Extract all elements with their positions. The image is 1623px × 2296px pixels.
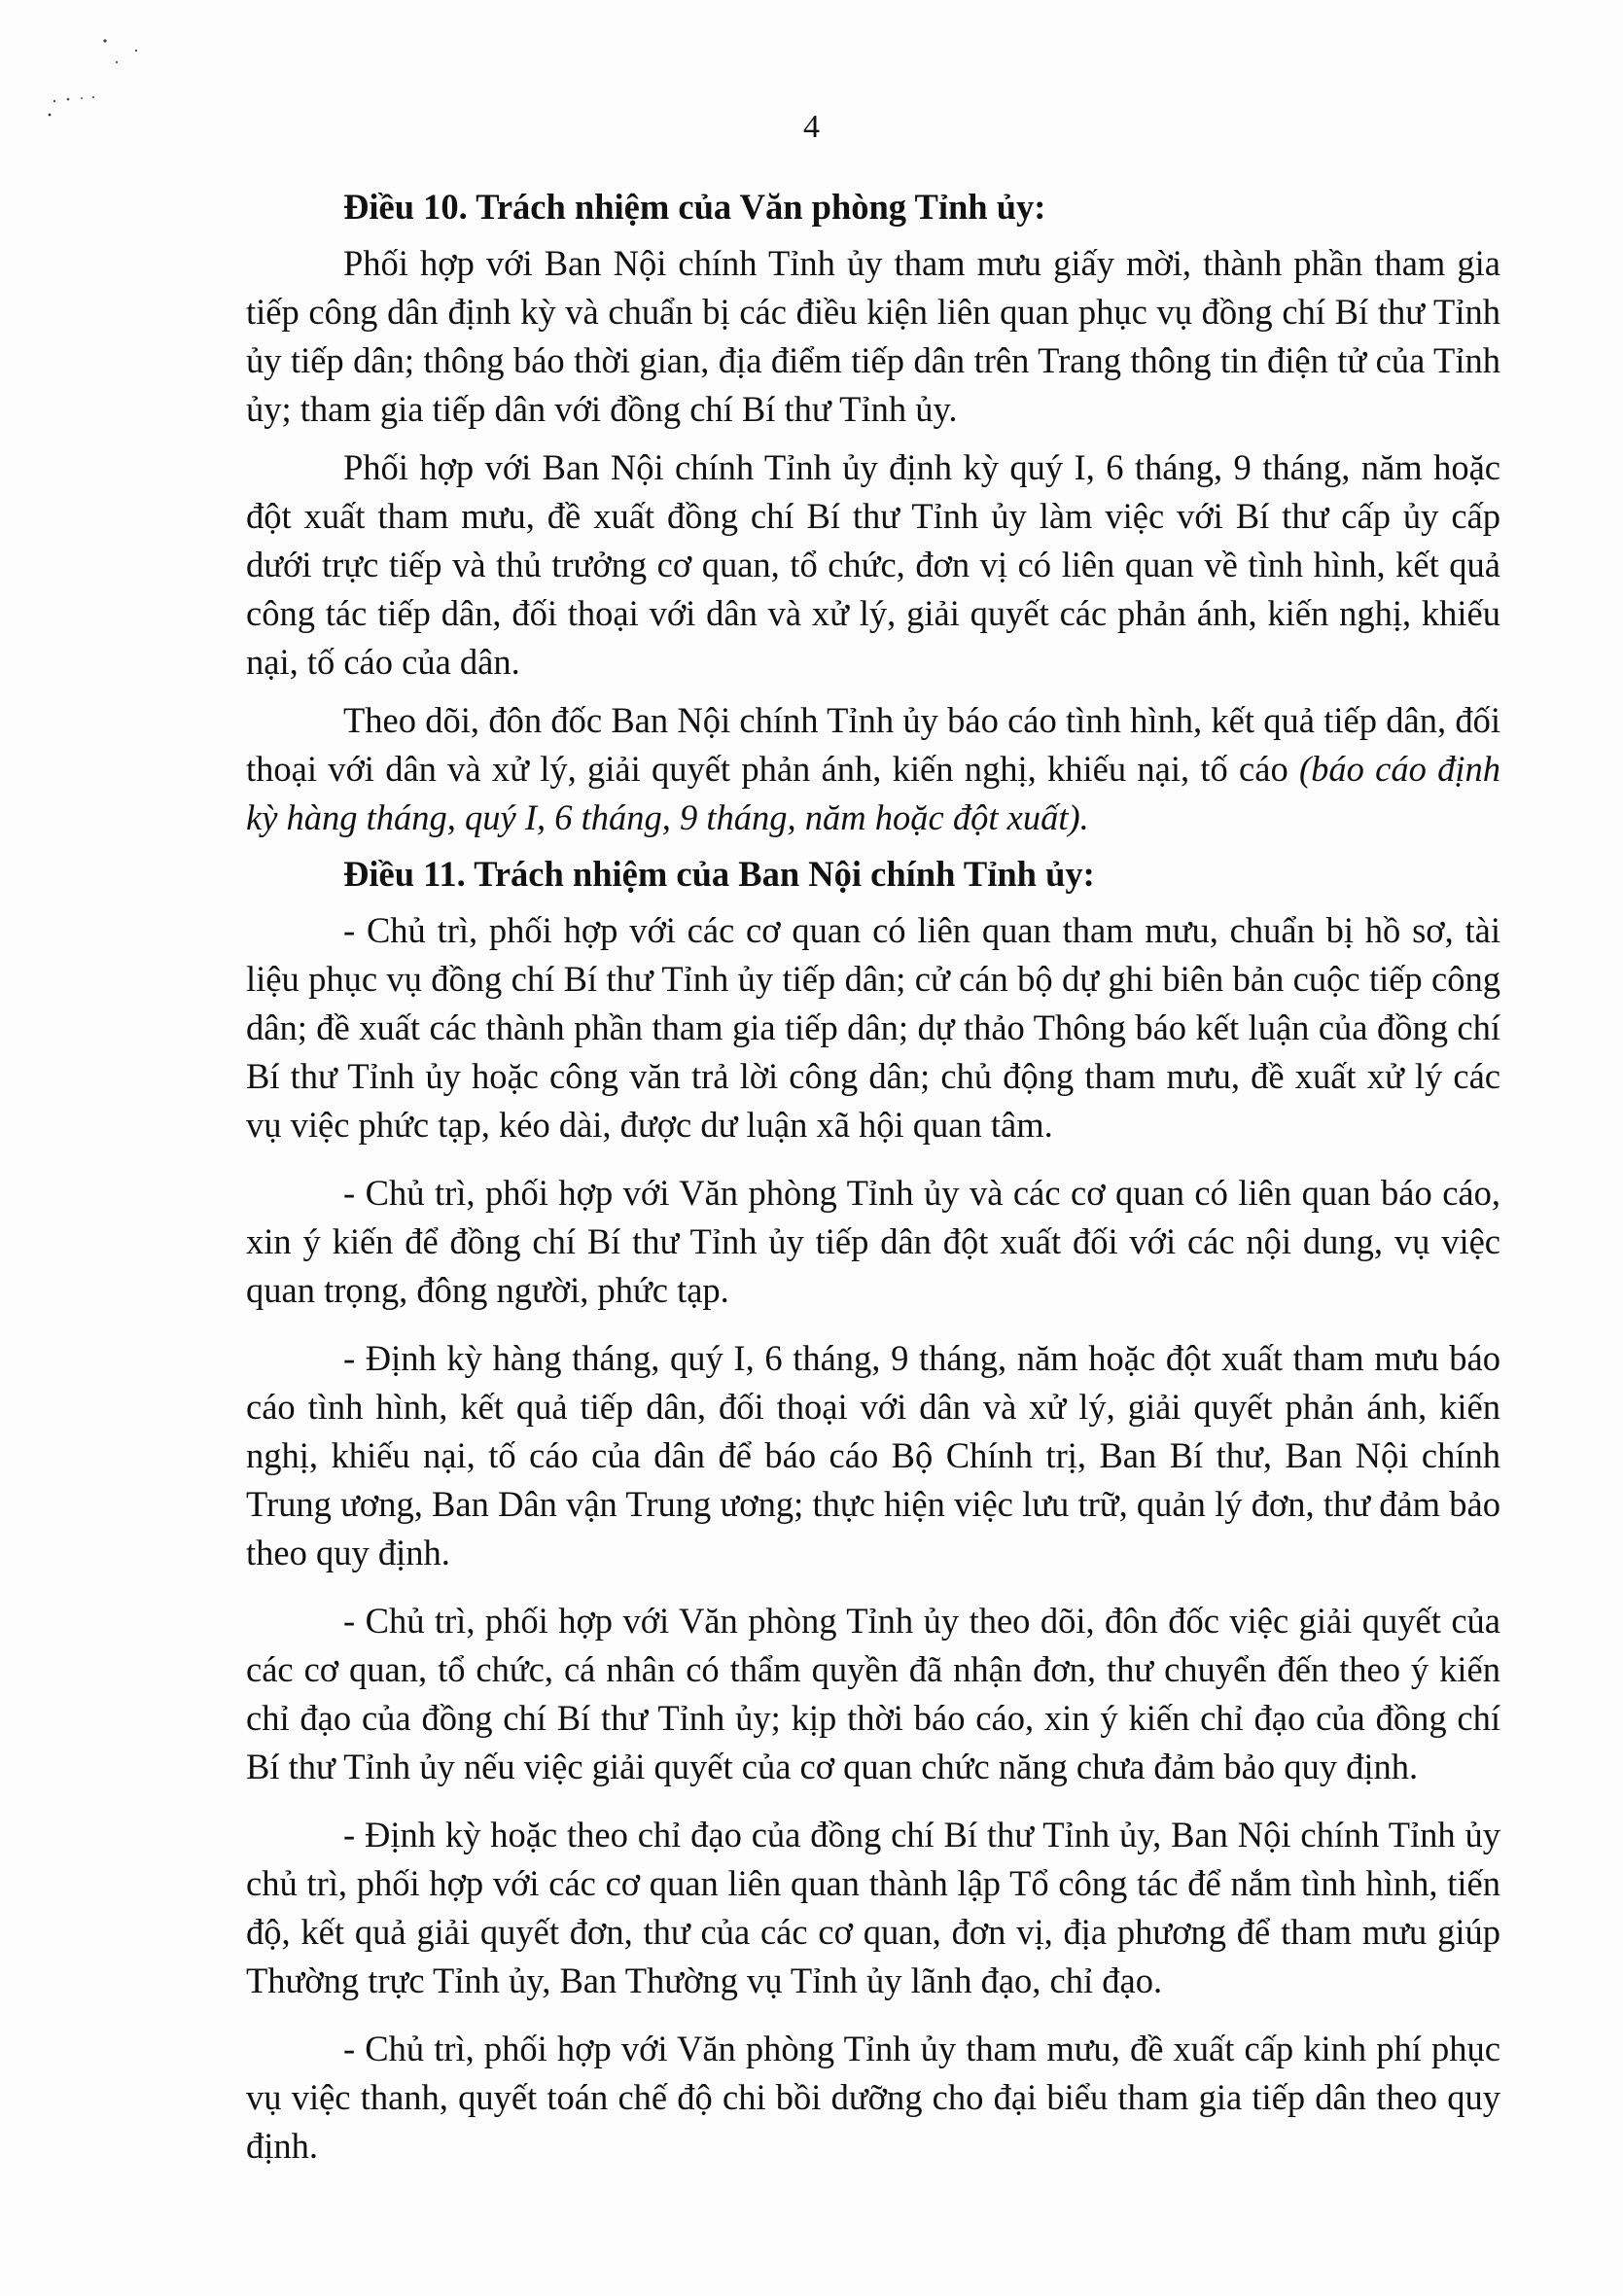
article-10-heading: Điều 10. Trách nhiệm của Văn phòng Tỉnh ủy: [343, 187, 1046, 227]
scan-artifact [47, 29, 154, 117]
paragraph-italic-note: (báo cáo định kỳ hàng tháng, quý I, 6 tháng, 9 tháng, năm hoặc đột xuất). [246, 749, 1501, 837]
article-11-heading: Điều 11. Trách nhiệm của Ban Nội chính Tỉnh ủy: [343, 854, 1095, 894]
article-11-item: - Chủ trì, phối hợp với Văn phòng Tỉnh ủy theo dõi, đôn đốc việc giải quyết của các cơ quan, tổ chức, cá nhân có thẩm quyền đã nhận đơn, thư chuyển đến theo ý kiến chỉ đạo của đồng chí Bí thư Tỉnh ủy; kịp thời báo cáo, xin ý kiến chỉ đạo của đồng chí Bí thư Tỉnh ủy nếu việc giải quyết của cơ quan chức năng chưa đảm bảo quy định. [246, 1601, 1500, 1786]
page-number: 4 [803, 109, 820, 145]
article-11-item: - Định kỳ hàng tháng, quý I, 6 tháng, 9 tháng, năm hoặc đột xuất tham mưu báo cáo tình hình, kết quả tiếp dân, đối thoại với dân và xử lý, giải quyết phản ánh, kiến nghị, khiếu nại, tố cáo của dân để báo cáo Bộ Chính trị, Ban Bí thư, Ban Nội chính Trung ương, Ban Dân vận Trung ương; thực hiện việc lưu trữ, quản lý đơn, thư đảm bảo theo quy định. [246, 1338, 1500, 1572]
article-10-paragraph [246, 696, 1500, 842]
document-body [246, 183, 1500, 2190]
article-10-paragraph: Phối hợp với Ban Nội chính Tỉnh ủy định kỳ quý I, 6 tháng, 9 tháng, năm hoặc đột xuất tham mưu, đề xuất đồng chí Bí thư Tỉnh ủy làm việc với Bí thư cấp ủy cấp dưới trực tiếp và thủ trưởng cơ quan, tổ chức, đơn vị có liên quan về tình hình, kết quả công tác tiếp dân, đối thoại với dân và xử lý, giải quyết các phản ánh, kiến nghị, khiếu nại, tố cáo của dân. [246, 447, 1500, 682]
article-11-item: - Định kỳ hoặc theo chỉ đạo của đồng chí Bí thư Tỉnh ủy, Ban Nội chính Tỉnh ủy chủ trì, phối hợp với các cơ quan liên quan thành lập Tổ công tác để nắm tình hình, tiến độ, kết quả giải quyết đơn, thư của các cơ quan, đơn vị, địa phương để tham mưu giúp Thường trực Tỉnh ủy, Ban Thường vụ Tỉnh ủy lãnh đạo, chỉ đạo. [246, 1815, 1500, 2000]
article-11-item: - Chủ trì, phối hợp với các cơ quan có liên quan tham mưu, chuẩn bị hồ sơ, tài liệu phục vụ đồng chí Bí thư Tỉnh ủy tiếp dân; cử cán bộ dự ghi biên bản cuộc tiếp công dân; đề xuất các thành phần tham gia tiếp dân; dự thảo Thông báo kết luận của đồng chí Bí thư Tỉnh ủy hoặc công văn trả lời công dân; chủ động tham mưu, đề xuất xử lý các vụ việc phức tạp, kéo dài, được dư luận xã hội quan tâm. [246, 910, 1500, 1145]
article-10-paragraph: Phối hợp với Ban Nội chính Tỉnh ủy tham mưu giấy mời, thành phần tham gia tiếp công dân định kỳ và chuẩn bị các điều kiện liên quan phục vụ đồng chí Bí thư Tỉnh ủy tiếp dân; thông báo thời gian, địa điểm tiếp dân trên Trang thông tin điện tử của Tỉnh ủy; tham gia tiếp dân với đồng chí Bí thư Tỉnh ủy. [246, 243, 1500, 429]
article-11-item: - Chủ trì, phối hợp với Văn phòng Tỉnh ủy và các cơ quan có liên quan báo cáo, xin ý kiến để đồng chí Bí thư Tỉnh ủy tiếp dân đột xuất đối với các nội dung, vụ việc quan trọng, đông người, phức tạp. [246, 1173, 1500, 1310]
article-11-item: - Chủ trì, phối hợp với Văn phòng Tỉnh ủy tham mưu, đề xuất cấp kinh phí phục vụ việc thanh, quyết toán chế độ chi bồi dưỡng cho đại biểu tham gia tiếp dân theo quy định. [246, 2029, 1500, 2166]
paragraph-text: Theo dõi, đôn đốc Ban Nội chính Tỉnh ủy báo cáo tình hình, kết quả tiếp dân, đối thoại với dân và xử lý, giải quyết phản ánh, kiến nghị, khiếu nại, tố cáo [246, 700, 1500, 789]
